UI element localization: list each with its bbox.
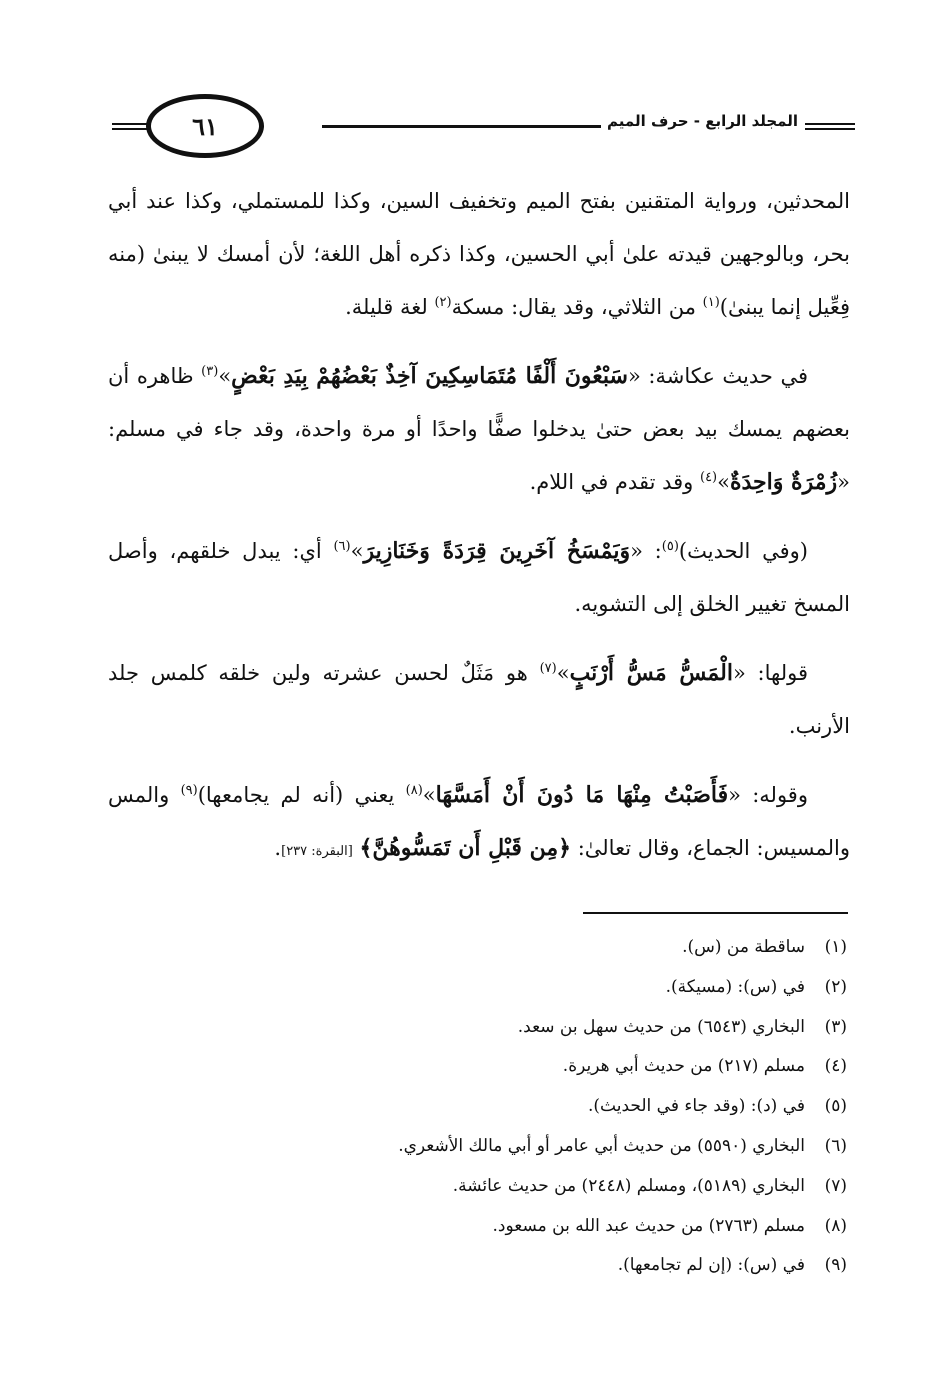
- quran-reference: [البقرة: ٢٣٧]: [281, 844, 353, 859]
- page-number: ٦١: [146, 94, 264, 158]
- footnote-ref[interactable]: (٧): [539, 661, 557, 676]
- footnote-item: [167, 1127, 847, 1167]
- footnote-ref[interactable]: (٩): [180, 783, 198, 798]
- text-run: ظاهره أن بعضهم يمسك بيد بعض حتىٰ يدخلوا صفًّا واحدًا أو مرة واحدة، وقد جاء في مسلم: «: [108, 364, 850, 494]
- footnote-number: (٢): [824, 976, 847, 997]
- hadith-text: زُمْرَةٌ وَاحِدَةٌ: [729, 469, 838, 495]
- footnote-ref[interactable]: (١): [702, 295, 720, 310]
- footnote-text: مسلم (٢١٧) من حديث أبي هريرة.: [562, 1056, 805, 1077]
- hadith-text: الْمَسُّ مَسُّ أَرْنَبٍ: [569, 660, 733, 686]
- text-run: »: [717, 470, 730, 494]
- footnote-item: [167, 1167, 847, 1207]
- footnote-item: [167, 1087, 847, 1127]
- text-run: »: [350, 539, 364, 563]
- footnote-number: (٤): [824, 1056, 847, 1077]
- hadith-text: وَيَمْسَخُ آخَرِينَ قِرَدَةً وَخَنَازِيرَ: [363, 538, 631, 564]
- running-title: المجلد الرابع - حرف الميم: [601, 112, 804, 130]
- footnote-ref[interactable]: (٦): [333, 539, 351, 554]
- text-run: من الثلاثي، وقد يقال: مسكة: [451, 295, 703, 319]
- text-run: »: [218, 364, 232, 388]
- footnote-text: في (س): (إن لم تجامعها).: [617, 1255, 805, 1276]
- text-run: وقد تقدم في اللام.: [529, 470, 700, 494]
- footnote-number: (٨): [824, 1215, 847, 1236]
- paragraph: [108, 525, 850, 631]
- footnotes-list: [167, 928, 847, 1286]
- text-run: قولها: «: [732, 661, 808, 685]
- text-run: في حديث عكاشة: «: [628, 364, 809, 388]
- footnote-item: [167, 1246, 847, 1286]
- hadith-text: سَبْعُونَ أَلْفًا مُتَمَاسِكِينَ آخِذٌ بَعْضُهُمْ بِيَدِ بَعْضٍ: [231, 363, 628, 389]
- text-run: والمس والمسيس: الجماع، وقال تعالىٰ:: [108, 783, 850, 860]
- text-run: »: [422, 783, 436, 807]
- footnote-text: البخاري (٥٥٩٠) من حديث أبي عامر أو أبي مالك الأشعري.: [398, 1135, 805, 1156]
- footnote-ref[interactable]: (٤): [699, 470, 718, 485]
- footnote-number: (١): [824, 937, 847, 957]
- footnote-item: [167, 928, 847, 968]
- text-run: وقوله: «: [728, 783, 808, 807]
- footnote-item: [167, 1008, 847, 1048]
- footnote-item: [167, 1047, 847, 1087]
- footnote-number: (٥): [824, 1096, 847, 1117]
- paragraph: [108, 350, 850, 509]
- footnote-text: البخاري (٦٥٤٣) من حديث سهل بن سعد.: [517, 1016, 805, 1037]
- header-rule: [805, 123, 855, 125]
- quran-verse: ﴿مِن قَبْلِ أَن تَمَسُّوهُنَّ﴾: [359, 835, 572, 861]
- footnote-item: [167, 968, 847, 1008]
- footnote-text: في (د): (وقد جاء في الحديث).: [587, 1096, 805, 1117]
- footnote-ref[interactable]: (٣): [201, 364, 219, 379]
- footnote-ref[interactable]: (٥): [661, 539, 679, 554]
- footnote-number: (٦): [824, 1135, 847, 1156]
- text-run: لغة قليلة.: [345, 295, 435, 319]
- text-run: أي: يبدل خلقهم، وأصل المسخ تغيير الخلق إلى التشويه.: [108, 539, 850, 616]
- footnote-text: ساقطة من (س).: [682, 937, 805, 957]
- footnote-number: (٩): [824, 1255, 847, 1276]
- page-header: [100, 90, 860, 170]
- text-run: .: [274, 836, 282, 860]
- text-run: المحدثين، ورواية المتقنين بفتح الميم وتخفيف السين، وكذا للمستملي، وكذا عند أبي بحر، وبالوجهين قيدته علىٰ أبي الحسين، وكذا ذكره أهل اللغة؛ لأن أمسك لا يبنىٰ (منه فِعِّيل إنما يبنىٰ): [108, 189, 850, 319]
- paragraph: [108, 769, 850, 878]
- text-run: »: [556, 661, 570, 685]
- footnote-item: [167, 1207, 847, 1247]
- hadith-text: فَأَصَبْتُ مِنْهَا مَا دُونَ أَنْ أَمَسَّهَا: [435, 782, 729, 808]
- header-rule: [805, 128, 855, 130]
- footnote-separator: [583, 912, 848, 914]
- text-run: (وفي الحديث): [678, 539, 808, 563]
- main-text: [108, 175, 850, 894]
- text-run: هو مَثَلٌ لحسن عشرته ولين خلقه كلمس جلد الأرنب.: [108, 661, 850, 738]
- text-run: : «: [630, 539, 662, 563]
- paragraph: [108, 647, 850, 753]
- footnote-text: في (س): (مسيكة).: [665, 976, 805, 997]
- footnote-number: (٣): [824, 1016, 847, 1037]
- footnote-number: (٧): [824, 1175, 847, 1196]
- footnote-text: مسلم (٢٧٦٣) من حديث عبد الله بن مسعود.: [492, 1215, 805, 1236]
- paragraph: [108, 175, 850, 334]
- text-run: يعني (أنه لم يجامعها): [197, 783, 406, 807]
- footnote-ref[interactable]: (٨): [405, 783, 423, 798]
- footnote-text: البخاري (٥١٨٩)، ومسلم (٢٤٤٨) من حديث عائشة.: [452, 1175, 805, 1196]
- footnote-ref[interactable]: (٢): [434, 295, 452, 310]
